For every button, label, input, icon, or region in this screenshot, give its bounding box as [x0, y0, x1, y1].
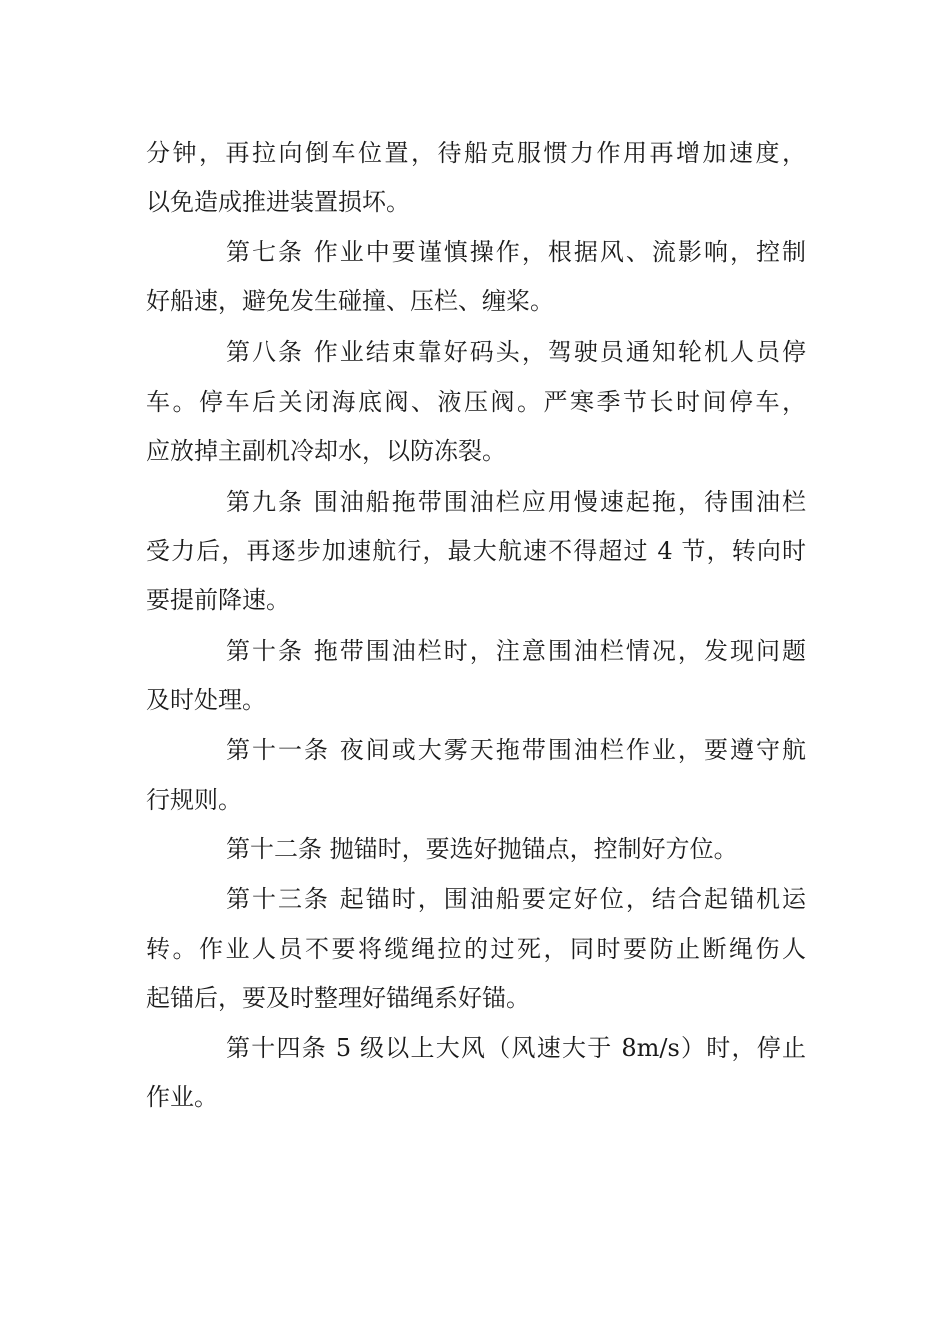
- article-14-heading-line: 第十四条 5 级以上大风（风速大于 8m/s）时，停止: [226, 1034, 806, 1062]
- article-9-heading-line: 第九条 围油船拖带围油栏应用慢速起拖，待围油栏: [226, 488, 806, 516]
- text-line: 起锚后，要及时整理好锚绳系好锚。: [146, 984, 530, 1012]
- article-13-heading-line: 第十三条 起锚时，围油船要定好位，结合起锚机运: [226, 885, 806, 913]
- text-line: 好船速，避免发生碰撞、压栏、缠桨。: [146, 287, 554, 315]
- text-line: 应放掉主副机冷却水，以防冻裂。: [146, 437, 506, 465]
- article-12-line: 第十二条 抛锚时，要选好抛锚点，控制好方位。: [226, 835, 738, 863]
- article-8-heading-line: 第八条 作业结束靠好码头，驾驶员通知轮机人员停: [226, 338, 806, 366]
- text-line: 及时处理。: [146, 686, 266, 714]
- text-line: 以免造成推进装置损坏。: [146, 188, 410, 216]
- text-line: 车。停车后关闭海底阀、液压阀。严寒季节长时间停车，: [146, 388, 806, 416]
- text-line: 分钟，再拉向倒车位置，待船克服惯力作用再增加速度，: [146, 139, 806, 167]
- article-10-heading-line: 第十条 拖带围油栏时，注意围油栏情况，发现问题: [226, 637, 806, 665]
- text-line: 要提前降速。: [146, 586, 290, 614]
- text-line: 作业。: [146, 1083, 218, 1111]
- text-line: 受力后，再逐步加速航行，最大航速不得超过 4 节，转向时: [146, 537, 806, 565]
- article-7-heading-line: 第七条 作业中要谨慎操作，根据风、流影响，控制: [226, 238, 806, 266]
- text-line: 行规则。: [146, 786, 242, 814]
- text-line: 转。作业人员不要将缆绳拉的过死，同时要防止断绳伤人: [146, 935, 806, 963]
- article-11-heading-line: 第十一条 夜间或大雾天拖带围油栏作业，要遵守航: [226, 736, 806, 764]
